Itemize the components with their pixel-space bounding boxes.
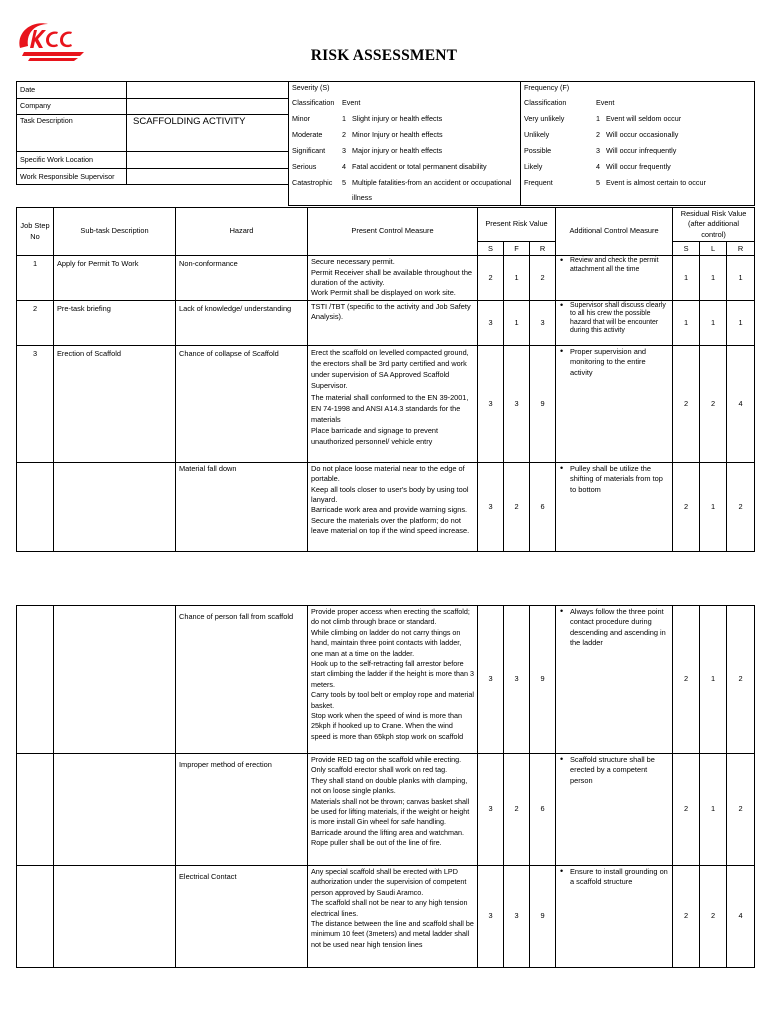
severity-class: Moderate (292, 130, 323, 139)
frequency-num: 2 (596, 130, 600, 139)
present-control: Erect the scaffold on levelled compacted ground, the erectors shall be 3rd party certified and work under supervision of SA Approved Scaffold Supervisor. The material shall conformed to the EN 39-2001, EN 74-1998 and ANSI A14.3 standards for the materials Place barricade and signage to prevent unauthorized personnel/ vehicle entry (308, 345, 478, 462)
additional-control (556, 300, 673, 345)
date-value (127, 82, 289, 99)
present-s: 3 (478, 300, 504, 345)
frequency-class: Possible (524, 146, 552, 155)
residual-r: 2 (727, 462, 755, 551)
additional-control (556, 345, 673, 462)
present-r: 6 (530, 462, 556, 551)
present-f: 2 (504, 754, 530, 866)
frequency-class: Very unlikely (524, 114, 565, 123)
task-label: Task Description (17, 115, 127, 152)
residual-l: 1 (700, 754, 727, 866)
task-value: SCAFFOLDING ACTIVITY (127, 115, 289, 152)
additional-control-item: • Scaffold structure shall be erected by a competent person (559, 755, 669, 786)
present-r: 3 (530, 300, 556, 345)
additional-control-item: • Ensure to install grounding on a scaffold structure (559, 867, 669, 888)
step-number (17, 754, 54, 866)
document-title: RISK ASSESSMENT (310, 47, 458, 64)
hazard: Electrical Contact (176, 866, 308, 968)
additional-control (556, 256, 673, 301)
subtask-description: Erection of Scaffold (54, 345, 176, 462)
additional-control (556, 462, 673, 551)
present-control: Do not place loose material near to the edge of portable. Keep all tools closer to user's body by using tool lanyard. Barricade work area and provide warning signs. Secure the materials over the platform; do not leave material on top if the wind speed increase. (308, 462, 478, 551)
frequency-num: 3 (596, 146, 600, 155)
subtask-description (54, 606, 176, 754)
residual-r: 4 (727, 345, 755, 462)
residual-s: 2 (673, 462, 700, 551)
frequency-class: Unlikely (524, 130, 550, 139)
residual-l: 1 (700, 606, 727, 754)
severity-legend (289, 82, 521, 206)
present-f: 3 (504, 345, 530, 462)
frequency-num: 5 (596, 178, 600, 187)
table-row (17, 345, 755, 462)
subtask-description (54, 754, 176, 866)
col-header-control: Present Control Measure (308, 208, 478, 256)
frequency-event: Event is almost certain to occur (606, 178, 706, 187)
severity-event: Minor Injury or health effects (352, 130, 443, 139)
step-number (17, 462, 54, 551)
additional-control-item: • Supervisor shall discuss clearly to all his crew the possible hazard that will be encounter during this activity (559, 302, 669, 336)
present-control: Provide RED tag on the scaffold while erecting. Only scaffold erector shall work on red tag. They shall stand on double planks with clamping, not on loose single planks. Materials shall not be thrown; canvas basket shall be used for lifting materials, if the weight or height is more install Gin wheel for safe handling. Barricade around the lifting area and watchman. Rope puller shall be out of the line of fire. (308, 754, 478, 866)
present-s: 2 (478, 256, 504, 301)
present-s: 3 (478, 866, 504, 968)
col-header-hazard: Hazard (176, 208, 308, 256)
hazard: Non-conformance (176, 256, 308, 301)
residual-l: 1 (700, 462, 727, 551)
hazard: Chance of person fall from scaffold (176, 606, 308, 754)
severity-class: Significant (292, 146, 326, 155)
residual-l: 2 (700, 866, 727, 968)
col-header-additional: Additional Control Measure (556, 208, 673, 256)
severity-class: Catastrophic (292, 178, 333, 187)
col-header-r: R (727, 242, 755, 256)
hazard: Chance of collapse of Scaffold (176, 345, 308, 462)
frequency-heading: Frequency (F) (524, 83, 570, 92)
step-number: 2 (17, 300, 54, 345)
company-value (127, 98, 289, 115)
severity-event-continued: illness (352, 193, 372, 202)
col-header-s: S (478, 242, 504, 256)
residual-s: 2 (673, 606, 700, 754)
col-header-r: R (530, 242, 556, 256)
additional-control-item: • Pulley shall be utilize the shifting of materials from top to bottom (559, 464, 669, 495)
frequency-legend (521, 82, 755, 206)
location-value (127, 152, 289, 169)
present-f: 2 (504, 462, 530, 551)
supervisor-value (127, 168, 289, 185)
present-control: Provide proper access when erecting the scaffold; do not climb through brace or standard. While climbing on ladder do not carry things on hand, maintain three point contacts with ladder, one man at a time on the ladder. Hook up to the self-retracting fall arrestor before start climbing the ladder if the height is more than 3 meters. Carry tools by tool belt or employ rope and material basket. Stop work when the speed of wind is more than 25kph if hooked up to Crane. When the wind speed is more than 65kph stop work on scaffold (308, 606, 478, 754)
company-label: Company (17, 98, 127, 115)
present-f: 3 (504, 606, 530, 754)
hazard: Improper method of erection (176, 754, 308, 866)
step-number: 1 (17, 256, 54, 301)
severity-col-event: Event (342, 98, 361, 107)
severity-num: 2 (342, 130, 346, 139)
residual-r: 1 (727, 300, 755, 345)
col-header-s: S (673, 242, 700, 256)
severity-heading: Severity (S) (292, 83, 330, 92)
present-f: 3 (504, 866, 530, 968)
present-control: Secure necessary permit. Permit Receiver shall be available throughout the duration of the activity. Work Permit shall be displayed on work site. (308, 256, 478, 301)
table-row (17, 754, 755, 866)
additional-control (556, 754, 673, 866)
subtask-description: Apply for Permit To Work (54, 256, 176, 301)
subtask-description: Pre-task briefing (54, 300, 176, 345)
present-r: 9 (530, 606, 556, 754)
severity-num: 5 (342, 178, 346, 187)
severity-num: 4 (342, 162, 346, 171)
severity-num: 3 (342, 146, 346, 155)
residual-s: 2 (673, 866, 700, 968)
subtask-description (54, 462, 176, 551)
severity-class: Serious (292, 162, 317, 171)
residual-l: 2 (700, 345, 727, 462)
additional-control-item: • Proper supervision and monitoring to the entire activity (559, 347, 669, 378)
severity-event: Multiple fatalities-from an accident or occupational (352, 178, 512, 187)
present-control: Any special scaffold shall be erected with LPD authorization under the supervision of competent person approved by Saudi Aramco. The scaffold shall not be near to any high tension electrical lines. The distance between the line and scaffold shall be minimum 10 feet (3meters) and metal ladder shall not be used near high tension lines (308, 866, 478, 968)
present-r: 9 (530, 866, 556, 968)
date-label: Date (17, 82, 127, 99)
step-number (17, 606, 54, 754)
table-row (17, 606, 755, 754)
risk-table-continued (16, 605, 755, 968)
subtask-description (54, 866, 176, 968)
residual-l: 1 (700, 256, 727, 301)
location-label: Specific Work Location (17, 152, 127, 169)
residual-s: 1 (673, 300, 700, 345)
residual-s: 2 (673, 345, 700, 462)
col-header-step: Job Step No (17, 208, 54, 256)
frequency-col-classification: Classification (524, 98, 567, 107)
table-row (17, 300, 755, 345)
assessment-info-table (16, 81, 755, 206)
frequency-num: 1 (596, 114, 600, 123)
step-number: 3 (17, 345, 54, 462)
additional-control-item: • Always follow the three point contact procedure during descending and ascending in the ladder (559, 607, 669, 649)
frequency-col-event: Event (596, 98, 615, 107)
col-header-subtask: Sub-task Description (54, 208, 176, 256)
present-s: 3 (478, 462, 504, 551)
additional-control (556, 866, 673, 968)
present-r: 9 (530, 345, 556, 462)
frequency-class: Likely (524, 162, 543, 171)
table-row (17, 866, 755, 968)
present-f: 1 (504, 256, 530, 301)
col-header-residual-risk: Residual Risk Value (after additional control) (673, 208, 755, 242)
hazard: Material fall down (176, 462, 308, 551)
step-number (17, 866, 54, 968)
present-f: 1 (504, 300, 530, 345)
present-r: 6 (530, 754, 556, 866)
residual-r: 2 (727, 606, 755, 754)
residual-s: 1 (673, 256, 700, 301)
frequency-num: 4 (596, 162, 600, 171)
severity-col-classification: Classification (292, 98, 335, 107)
frequency-event: Will occur occasionally (606, 130, 679, 139)
severity-event: Fatal accident or total permanent disability (352, 162, 487, 171)
frequency-event: Event will seldom occur (606, 114, 682, 123)
severity-event: Slight injury or health effects (352, 114, 443, 123)
present-control: TSTI /TBT (specific to the activity and Job Safety Analysis). (308, 300, 478, 345)
additional-control (556, 606, 673, 754)
table-row (17, 256, 755, 301)
residual-s: 2 (673, 754, 700, 866)
present-s: 3 (478, 754, 504, 866)
severity-event: Major injury or health effects (352, 146, 443, 155)
present-s: 3 (478, 606, 504, 754)
present-r: 2 (530, 256, 556, 301)
residual-l: 1 (700, 300, 727, 345)
col-header-f: F (504, 242, 530, 256)
frequency-class: Frequent (524, 178, 553, 187)
supervisor-label: Work Responsible Supervisor (17, 168, 127, 185)
risk-table (16, 207, 755, 552)
present-s: 3 (478, 345, 504, 462)
residual-r: 1 (727, 256, 755, 301)
col-header-present-risk: Present Risk Value (478, 208, 556, 242)
residual-r: 2 (727, 754, 755, 866)
frequency-event: Will occur frequently (606, 162, 671, 171)
residual-r: 4 (727, 866, 755, 968)
additional-control-item: • Review and check the permit attachment all the time (559, 257, 669, 274)
frequency-event: Will occur infrequently (606, 146, 677, 155)
col-header-l: L (700, 242, 727, 256)
hazard: Lack of knowledge/ understanding (176, 300, 308, 345)
table-row (17, 462, 755, 551)
severity-num: 1 (342, 114, 346, 123)
severity-class: Minor (292, 114, 310, 123)
